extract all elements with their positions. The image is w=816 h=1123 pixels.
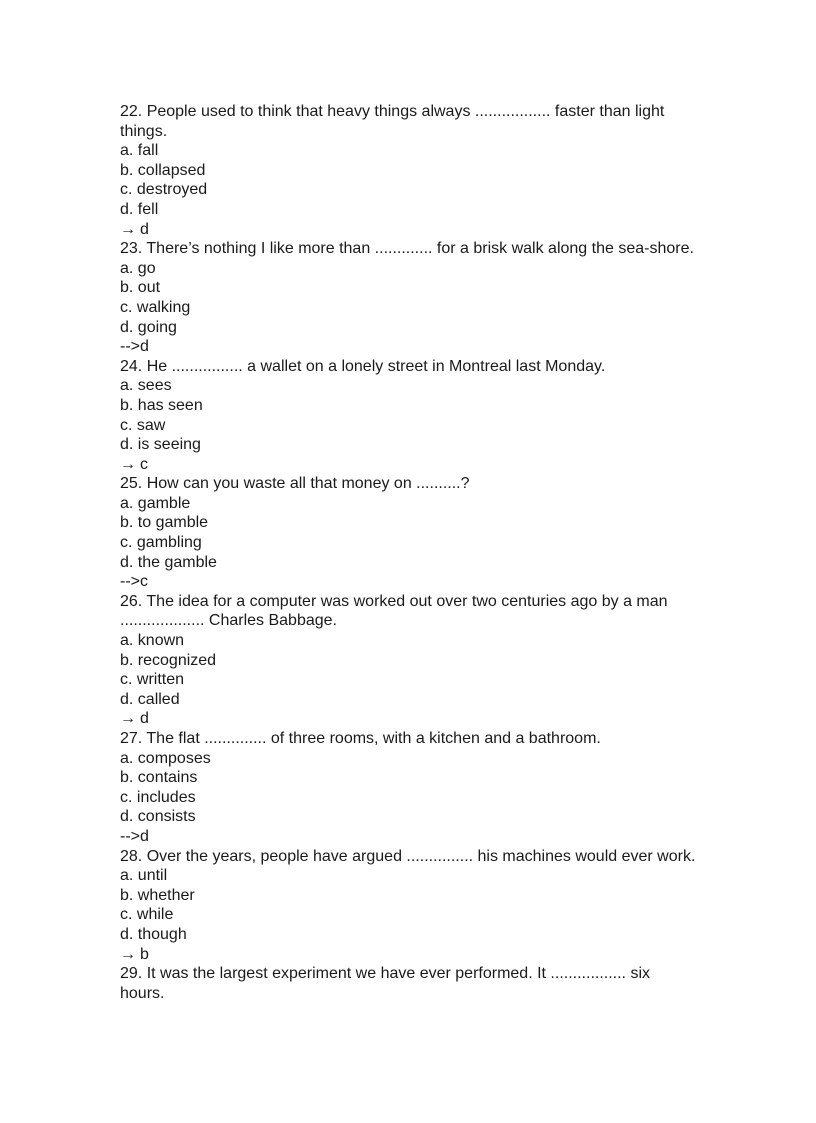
- question-block: [120, 729, 720, 847]
- answer-option: a. known: [120, 632, 185, 650]
- document-page: [120, 102, 720, 1003]
- answer-key: [120, 945, 720, 965]
- answer-key-text: b: [140, 945, 149, 963]
- answer-key-text: c: [140, 455, 148, 473]
- answer-key-text: d: [140, 710, 149, 728]
- question-stem: 23. There’s nothing I like more than ............. for a brisk walk along the sea-shore.: [120, 240, 694, 258]
- answer-option: c. walking: [120, 298, 191, 316]
- answer-key-text: d: [140, 220, 149, 238]
- arrow-right-icon: →: [120, 945, 136, 963]
- arrow-right-icon: →: [120, 710, 136, 728]
- question-stem: 22. People used to think that heavy things always ................. faster than light: [120, 103, 665, 120]
- answer-key: [120, 337, 720, 357]
- question-block: [120, 102, 720, 239]
- answer-option: b. whether: [120, 886, 195, 904]
- arrow-right-icon: →: [120, 455, 136, 473]
- arrow-right-icon: →: [120, 220, 136, 238]
- answer-option: c. saw: [120, 416, 166, 434]
- question-stem: ................... Charles Babbage.: [120, 612, 337, 630]
- answer-option: b. recognized: [120, 651, 217, 669]
- question-stem: 26. The idea for a computer was worked out over two centuries ago by a man: [120, 592, 668, 610]
- answer-key-text: -->d: [120, 338, 149, 356]
- answer-option: b. out: [120, 279, 161, 297]
- answer-option: a. until: [120, 867, 168, 885]
- answer-option: a. composes: [120, 749, 211, 767]
- answer-option: b. contains: [120, 769, 198, 787]
- question-stem: 28. Over the years, people have argued ............... his machines would ever work.: [120, 847, 696, 865]
- answer-option: c. while: [120, 906, 174, 924]
- answer-key-text: -->d: [120, 827, 149, 845]
- answer-option: c. written: [120, 671, 185, 689]
- question-stem: 27. The flat .............. of three rooms, with a kitchen and a bathroom.: [120, 730, 601, 747]
- question-block: [120, 964, 720, 1003]
- question-block: [120, 592, 720, 729]
- question-stem: 29. It was the largest experiment we have ever performed. It ................. six: [120, 965, 650, 983]
- answer-key: [120, 220, 720, 240]
- question-block: [120, 847, 720, 965]
- answer-option: d. fell: [120, 200, 159, 218]
- answer-option: b. collapsed: [120, 161, 206, 179]
- answer-option: c. gambling: [120, 534, 202, 552]
- question-block: [120, 239, 720, 357]
- answer-key-text: -->c: [120, 573, 148, 591]
- answer-option: b. to gamble: [120, 514, 209, 532]
- answer-key: [120, 572, 720, 592]
- question-block: [120, 357, 720, 475]
- answer-option: a. gamble: [120, 494, 191, 512]
- question-stem: 25. How can you waste all that money on ..........?: [120, 475, 470, 493]
- answer-option: d. called: [120, 690, 180, 708]
- answer-option: a. fall: [120, 142, 159, 160]
- question-stem: 24. He ................ a wallet on a lonely street in Montreal last Monday.: [120, 357, 606, 375]
- answer-key: [120, 827, 720, 847]
- answer-option: c. includes: [120, 788, 196, 806]
- answer-option: c. destroyed: [120, 181, 208, 199]
- answer-key: [120, 709, 720, 729]
- question-stem: hours.: [120, 984, 165, 1002]
- answer-option: d. though: [120, 925, 187, 943]
- answer-option: d. consists: [120, 808, 196, 826]
- answer-option: d. is seeing: [120, 436, 201, 454]
- question-stem: things.: [120, 122, 168, 140]
- answer-option: a. sees: [120, 377, 172, 395]
- question-block: [120, 474, 720, 592]
- answer-option: a. go: [120, 259, 156, 277]
- answer-option: b. has seen: [120, 396, 203, 414]
- answer-option: d. going: [120, 318, 177, 336]
- answer-key: [120, 455, 720, 475]
- answer-option: d. the gamble: [120, 553, 217, 571]
